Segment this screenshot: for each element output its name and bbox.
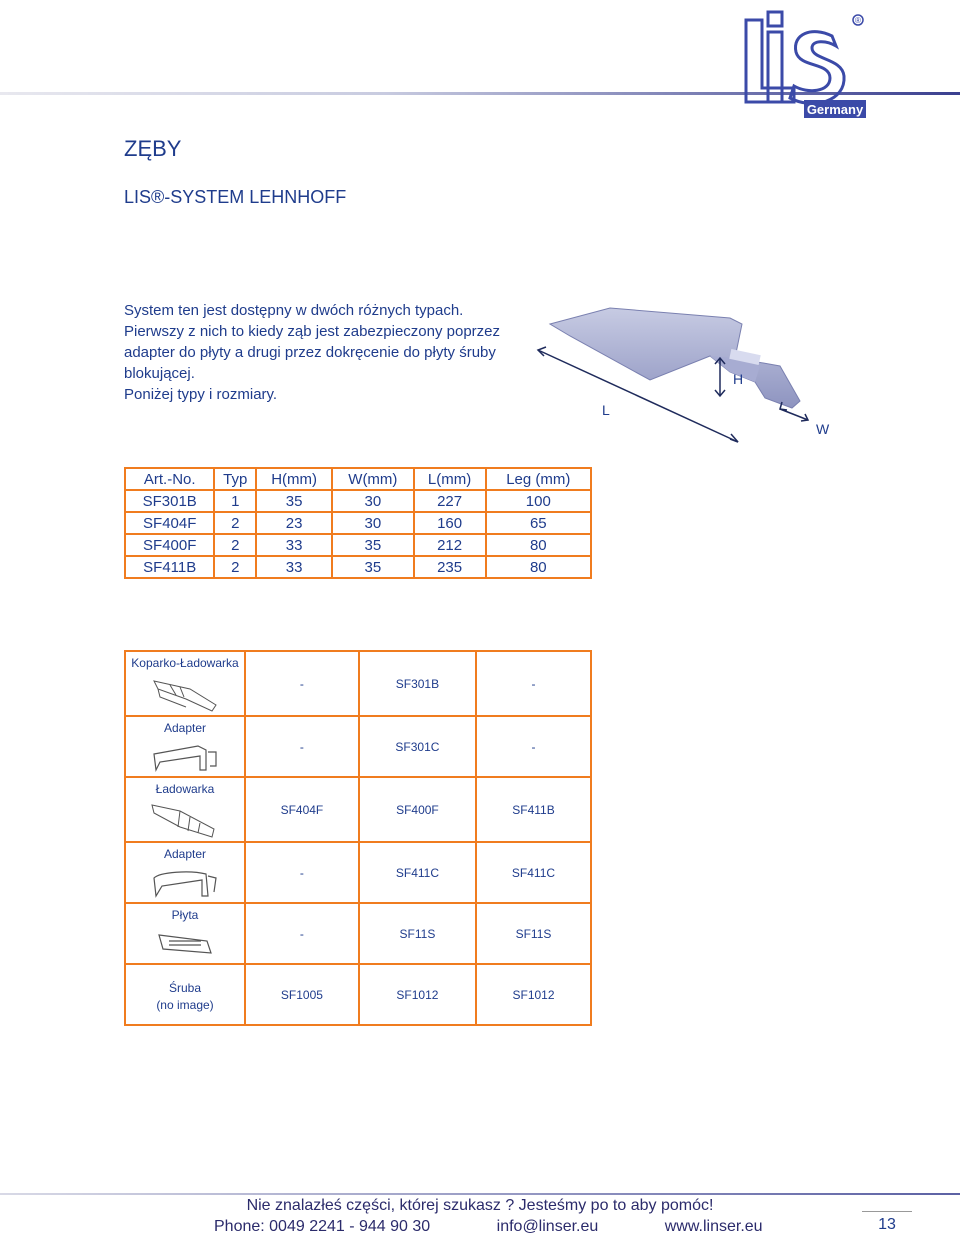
table-cell: - [245, 903, 359, 964]
table-cell: SF11S [476, 903, 591, 964]
table-row [125, 556, 591, 578]
col-art-no: Art.-No. [125, 468, 214, 490]
table-row [125, 534, 591, 556]
compat-row-ladowarka [125, 777, 591, 842]
row-label-cell [125, 651, 245, 716]
intro-line-3: Poniżej typy i rozmiary. [124, 386, 278, 403]
table-cell: 235 [414, 556, 486, 578]
table-cell: SF411B [125, 556, 214, 578]
table-cell: - [245, 842, 359, 903]
plate-icon [155, 927, 215, 961]
table-cell: SF301B [359, 651, 476, 716]
table-cell: 33 [256, 534, 332, 556]
intro-text [124, 300, 534, 405]
table-cell: 30 [332, 512, 413, 534]
col-w: W(mm) [332, 468, 413, 490]
table-cell: - [245, 651, 359, 716]
table-cell: SF1012 [476, 964, 591, 1025]
table-cell: SF301B [125, 490, 214, 512]
page-subtitle: LIS®-SYSTEM LEHNHOFF [124, 187, 347, 207]
row-label: Płyta [171, 908, 199, 922]
table-cell: SF411B [476, 777, 591, 842]
table-cell: - [476, 716, 591, 777]
backhoe-tooth-icon [150, 675, 220, 715]
table-cell: - [476, 651, 591, 716]
table-cell: 35 [332, 556, 413, 578]
table-cell: SF400F [359, 777, 476, 842]
dimension-w-label: W [816, 421, 830, 437]
footer-email[interactable]: info@linser.eu [496, 1218, 599, 1235]
table-cell: 160 [414, 512, 486, 534]
table-cell: 80 [486, 534, 591, 556]
adapter-icon [150, 866, 220, 902]
table-cell: 2 [214, 534, 256, 556]
intro-line-1: System ten jest dostępny w dwóch różnych typach. [124, 302, 464, 319]
row-label: Ładowarka [155, 782, 215, 796]
table-cell: SF400F [125, 534, 214, 556]
tooth-dimension-diagram [530, 296, 850, 446]
footer-website[interactable]: www.linser.eu [664, 1218, 763, 1235]
table-row [125, 490, 591, 512]
col-l: L(mm) [414, 468, 486, 490]
table-cell: 2 [214, 556, 256, 578]
footer-help-text: Nie znalazłeś części, której szukasz ? Jesteśmy po to aby pomóc! [246, 1197, 714, 1214]
col-typ: Typ [214, 468, 256, 490]
page-title: ZĘBY [124, 136, 182, 161]
intro-line-2: Pierwszy z nich to kiedy ząb jest zabezpieczony poprzez adapter do płyty a drugi przez dokręcenie do płyty śruby blokującej. [124, 323, 501, 382]
col-h: H(mm) [256, 468, 332, 490]
logo-country: Germany [806, 102, 864, 117]
footer-phone: Phone: 0049 2241 - 944 90 30 [214, 1218, 431, 1235]
footer-rule [0, 1193, 960, 1195]
table-cell: 23 [256, 512, 332, 534]
compat-row-sruba [125, 964, 591, 1025]
row-label-cell [125, 716, 245, 777]
table-cell: SF411C [476, 842, 591, 903]
table-cell: 2 [214, 512, 256, 534]
table-cell: SF1005 [245, 964, 359, 1025]
dimension-h-label: H [733, 371, 744, 387]
footer-contact [214, 1218, 825, 1236]
row-label-cell [125, 903, 245, 964]
compat-row-plyta [125, 903, 591, 964]
page-number: 13 [862, 1211, 912, 1234]
table-cell: 212 [414, 534, 486, 556]
compat-row-adapter-2 [125, 842, 591, 903]
registered-mark: ® [855, 16, 861, 25]
row-label-cell [125, 964, 245, 1025]
specs-table [124, 467, 592, 579]
dimension-l-label: L [602, 402, 610, 418]
row-label-cell [125, 842, 245, 903]
col-leg: Leg (mm) [486, 468, 591, 490]
table-cell: 100 [486, 490, 591, 512]
loader-tooth-icon [150, 801, 220, 841]
row-sublabel: (no image) [156, 997, 214, 1012]
table-cell: 227 [414, 490, 486, 512]
specs-header-row [125, 468, 591, 490]
compatibility-table [124, 650, 592, 1026]
table-cell: SF411C [359, 842, 476, 903]
table-cell: SF11S [359, 903, 476, 964]
row-label: Śruba [168, 980, 202, 995]
table-cell: 80 [486, 556, 591, 578]
table-cell: 33 [256, 556, 332, 578]
compat-row-koparko [125, 651, 591, 716]
table-cell: 1 [214, 490, 256, 512]
table-cell: 35 [256, 490, 332, 512]
row-label: Koparko-Ładowarka [131, 656, 239, 670]
table-cell: 30 [332, 490, 413, 512]
table-cell: 65 [486, 512, 591, 534]
adapter-icon [150, 740, 220, 776]
lis-logo [742, 2, 866, 120]
row-label: Adapter [163, 721, 207, 735]
table-cell: - [245, 716, 359, 777]
compat-row-adapter-1 [125, 716, 591, 777]
table-row [125, 512, 591, 534]
table-cell: SF404F [125, 512, 214, 534]
table-cell: SF301C [359, 716, 476, 777]
table-cell: 35 [332, 534, 413, 556]
table-cell: SF1012 [359, 964, 476, 1025]
table-cell: SF404F [245, 777, 359, 842]
row-label-cell [125, 777, 245, 842]
row-label: Adapter [163, 847, 207, 861]
